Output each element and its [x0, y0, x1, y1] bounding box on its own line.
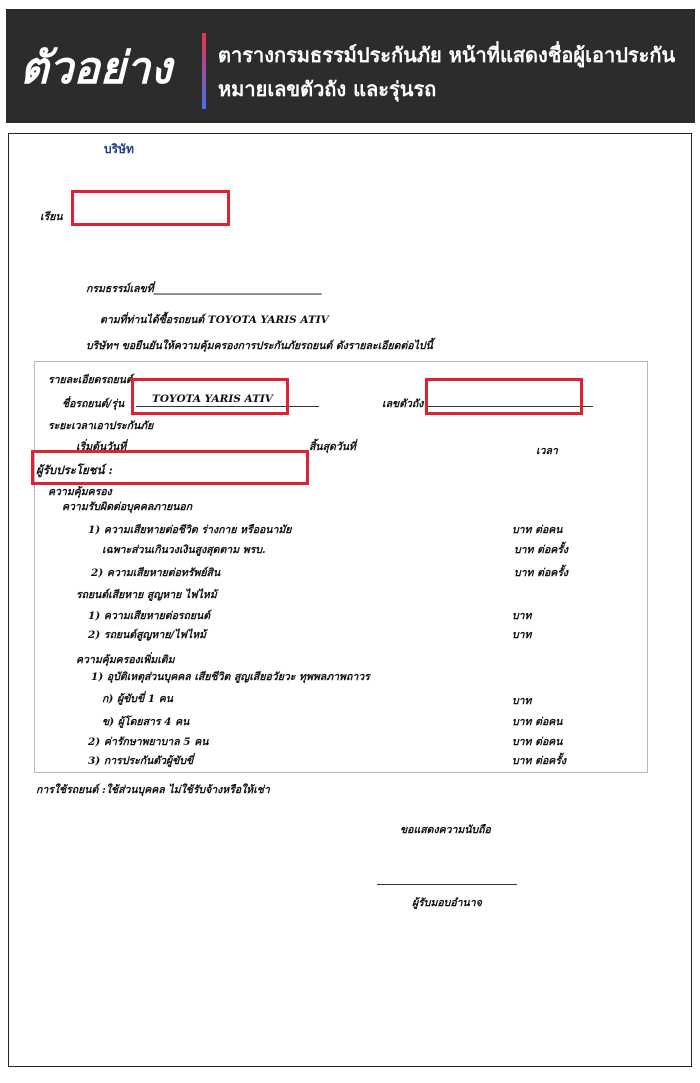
additional-item-1a: ก) ผู้ขับขี่ 1 คน — [102, 693, 173, 705]
header-banner — [6, 9, 695, 123]
vehicle-usage-line: การใช้รถยนต์ :ใช้ส่วนบุคคล ไม่ใช้รับจ้างหรือให้เช่า — [36, 784, 270, 796]
start-date-label: เริ่มต้นวันที่ — [76, 441, 127, 453]
third-party-item-1b: เฉพาะส่วนเกินวงเงินสูงสุดตาม พรบ. — [102, 544, 266, 556]
company-label: บริษัท — [104, 142, 134, 156]
additional-coverage-heading: ความคุ้มครองเพิ่มเติม — [76, 654, 175, 666]
vehicle-loss-item-2-unit: บาท — [512, 629, 532, 641]
insurance-period-label: ระยะเวลาเอาประกันภัย — [48, 420, 154, 432]
model-label: ชื่อรถยนต์/รุ่น — [62, 398, 125, 410]
additional-item-1b: ข) ผู้โดยสาร 4 คน — [102, 716, 190, 728]
to-label: เรียน — [40, 211, 63, 223]
vehicle-details-heading: รายละเอียดรถยนต์ — [48, 374, 133, 386]
additional-item-2-unit: บาท ต่อคน — [512, 736, 563, 748]
banner-line-1: ตารางกรมธรรม์ประกันภัย หน้าที่แสดงชื่อผู้เอาประกัน — [218, 43, 676, 67]
additional-item-1a-unit: บาท — [512, 695, 532, 707]
third-party-item-2-unit: บาท ต่อครั้ง — [514, 567, 569, 579]
model-value: TOYOTA YARIS ATIV — [152, 393, 273, 405]
banner-sample-title: ตัวอย่าง — [20, 43, 172, 94]
beneficiary-highlight-box — [31, 450, 309, 485]
third-party-item-1: 1) ความเสียหายต่อชีวิต ร่างกาย หรืออนามัย — [88, 524, 292, 536]
end-date-label: สิ้นสุดวันที่ — [309, 441, 356, 453]
vehicle-loss-item-2: 2) รถยนต์สูญหาย/ไฟไหม้ — [88, 629, 207, 641]
signature-line — [377, 884, 517, 885]
additional-item-1b-unit: บาท ต่อคน — [512, 716, 563, 728]
coverage-heading: ความคุ้มครอง — [48, 486, 112, 498]
model-highlight-box — [131, 378, 289, 415]
third-party-heading: ความรับผิดต่อบุคคลภายนอก — [62, 501, 193, 513]
policy-number-label: กรมธรรม์เลขที่________________________________ — [86, 283, 322, 295]
third-party-item-1b-unit: บาท ต่อครั้ง — [514, 544, 569, 556]
banner-line-2: หมายเลขตัวถัง และรุ่นรถ — [218, 77, 437, 101]
additional-item-3-unit: บาท ต่อครั้ง — [512, 755, 567, 767]
additional-item-2: 2) ค่ารักษาพยาบาล 5 คน — [88, 736, 209, 748]
vehicle-loss-item-1-unit: บาท — [512, 610, 532, 622]
banner-divider — [202, 33, 206, 109]
vehicle-loss-item-1: 1) ความเสียหายต่อรถยนต์ — [88, 610, 211, 622]
additional-item-3: 3) การประกันตัวผู้ขับขี่ — [88, 755, 194, 767]
time-label: เวลา — [536, 445, 558, 457]
third-party-item-1-unit: บาท ต่อคน — [512, 524, 563, 536]
regards-line: ขอแสดงความนับถือ — [400, 824, 491, 836]
chassis-label: เลขตัวถัง — [382, 398, 424, 410]
signer-title: ผู้รับมอบอำนาจ — [412, 897, 482, 909]
chassis-highlight-box — [425, 378, 583, 415]
vehicle-loss-heading: รถยนต์เสียหาย สูญหาย ไฟไหม้ — [76, 589, 217, 601]
third-party-item-2: 2) ความเสียหายต่อทรัพย์สิน — [91, 567, 221, 579]
beneficiary-label: ผู้รับประโยชน์ : — [36, 463, 113, 477]
additional-item-1: 1) อุบัติเหตุส่วนบุคคล เสียชีวิต สูญเสียอวัยวะ ทุพพลภาพถาวร — [91, 671, 370, 683]
reference-line: ตามที่ท่านได้ซื้อรถยนต์ TOYOTA YARIS ATIV — [100, 314, 329, 326]
recipient-highlight-box — [71, 190, 230, 226]
confirmation-line: บริษัทฯ ขอยืนยันให้ความคุ้มครองการประกันภัยรถยนต์ ดังรายละเอียดต่อไปนี้ — [86, 340, 433, 352]
